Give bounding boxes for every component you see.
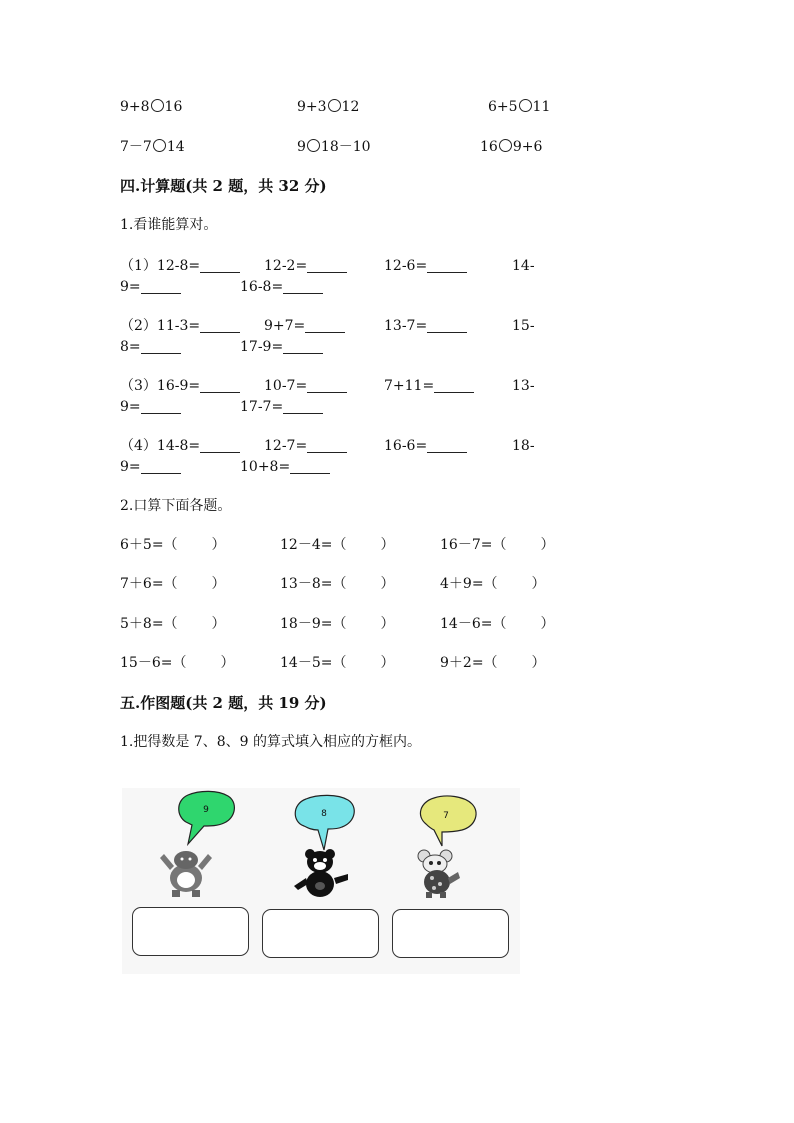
- gray-creature-icon: [158, 848, 214, 898]
- compare-circle[interactable]: [307, 139, 320, 152]
- answer-blank[interactable]: [305, 318, 345, 333]
- answer-blank[interactable]: [307, 438, 347, 453]
- oral-item: 14－6=（ ）: [440, 616, 555, 632]
- answer-blank[interactable]: [141, 339, 181, 354]
- compare-circle[interactable]: [151, 99, 164, 112]
- question-4-2-title: 2.口算下面各题。: [120, 498, 232, 514]
- oral-item: 14－5=（ ）: [280, 655, 395, 671]
- oral-item: 7＋6=（ ）: [120, 576, 226, 592]
- oral-item: 18－9=（ ）: [280, 616, 395, 632]
- oral-item: 5＋8=（ ）: [120, 616, 226, 632]
- answer-blank[interactable]: [290, 459, 330, 474]
- answer-blank[interactable]: [283, 399, 323, 414]
- oral-item: 13－8=（ ）: [280, 576, 395, 592]
- compare-2-1: 7－7 14: [120, 139, 185, 155]
- answer-box-9[interactable]: [132, 907, 249, 956]
- section-4-heading: 四.计算题(共 2 题，共 32 分): [120, 177, 327, 195]
- black-bear-icon: [290, 848, 352, 900]
- answer-blank[interactable]: [141, 279, 181, 294]
- bubble-number: 9: [203, 805, 209, 815]
- answer-blank[interactable]: [200, 438, 240, 453]
- speech-bubble: [290, 794, 358, 854]
- speech-bubble-shape: [295, 795, 354, 850]
- answer-blank[interactable]: [427, 438, 467, 453]
- answer-blank[interactable]: [283, 339, 323, 354]
- patchy-creature-icon: [412, 848, 462, 900]
- question-4-1-title: 1.看谁能算对。: [120, 217, 218, 233]
- question-5-1-title: 1.把得数是 7、8、9 的算式填入相应的方框内。: [120, 734, 421, 750]
- answer-blank[interactable]: [307, 258, 347, 273]
- compare-circle[interactable]: [153, 139, 166, 152]
- bubble-number: 7: [443, 811, 449, 821]
- section-5-heading: 五.作图题(共 2 题，共 19 分): [120, 694, 327, 712]
- answer-blank[interactable]: [427, 318, 467, 333]
- answer-blank[interactable]: [141, 459, 181, 474]
- oral-item: 9＋2=（ ）: [440, 655, 546, 671]
- compare-1-1: 9+8 16: [120, 99, 183, 115]
- answer-box-8[interactable]: [262, 909, 379, 958]
- speech-bubble: [416, 794, 480, 850]
- compare-2-2: 9 18－10: [297, 139, 371, 155]
- drawing-exercise: [122, 788, 520, 974]
- oral-item: 4＋9=（ ）: [440, 576, 546, 592]
- speech-bubble-shape: [420, 796, 476, 846]
- answer-blank[interactable]: [283, 279, 323, 294]
- speech-bubble: [174, 790, 238, 848]
- answer-blank[interactable]: [434, 378, 474, 393]
- oral-item: 12－4=（ ）: [280, 537, 395, 553]
- compare-1-3: 6+5 11: [488, 99, 551, 115]
- answer-blank[interactable]: [200, 318, 240, 333]
- answer-box-7[interactable]: [392, 909, 509, 958]
- oral-item: 6＋5=（ ）: [120, 537, 226, 553]
- answer-blank[interactable]: [200, 258, 240, 273]
- compare-circle[interactable]: [328, 99, 341, 112]
- compare-circle[interactable]: [499, 139, 512, 152]
- answer-blank[interactable]: [307, 378, 347, 393]
- answer-blank[interactable]: [141, 399, 181, 414]
- answer-blank[interactable]: [427, 258, 467, 273]
- oral-item: 16－7=（ ）: [440, 537, 555, 553]
- bubble-number: 8: [321, 809, 327, 819]
- oral-item: 15－6=（ ）: [120, 655, 235, 671]
- compare-1-2: 9+3 12: [297, 99, 360, 115]
- compare-circle[interactable]: [519, 99, 532, 112]
- compare-2-3: 16 9+6: [480, 139, 543, 155]
- answer-blank[interactable]: [200, 378, 240, 393]
- speech-bubble-shape: [179, 791, 235, 844]
